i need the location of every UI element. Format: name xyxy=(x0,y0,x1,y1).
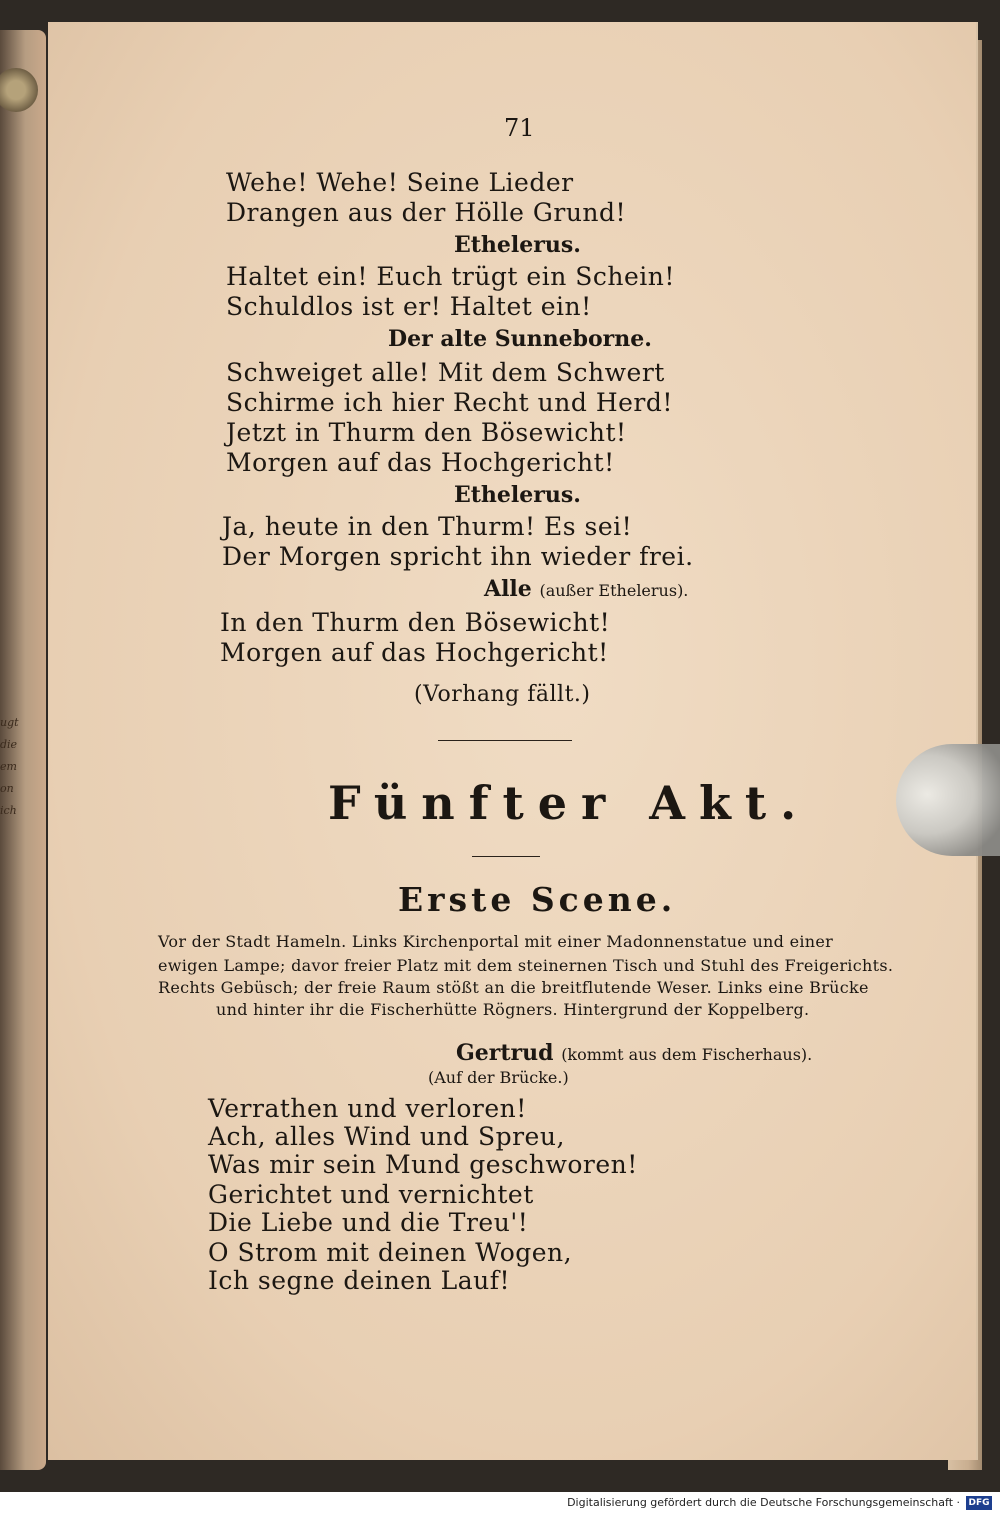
stage-direction-line: und hinter ihr die Fischerhütte Rögners. Hintergrund der Koppelberg. xyxy=(216,1000,810,1019)
title-divider xyxy=(472,856,540,857)
page-number: 71 xyxy=(504,114,535,142)
stage-direction-line: ewigen Lampe; davor freier Platz mit dem steinernen Tisch und Stuhl des Freigerichts. xyxy=(158,956,894,975)
verse-line: Verrathen und verloren! xyxy=(208,1094,527,1123)
speaker-direction: (kommt aus dem Fischerhaus). xyxy=(561,1045,813,1064)
left-fragment-line: ugt xyxy=(0,716,19,729)
speaker-name: Der alte Sunneborne. xyxy=(388,326,652,352)
left-fragment-line: ich xyxy=(0,804,17,817)
footer-bar xyxy=(0,1492,1000,1515)
stage-direction-line: Vor der Stadt Hameln. Links Kirchenportal mit einer Madonnenstatue und einer xyxy=(158,932,834,951)
speaker-name: Ethelerus. xyxy=(454,232,581,258)
verse-line: Schweiget alle! Mit dem Schwert xyxy=(226,358,665,387)
left-fragment-line: on xyxy=(0,782,14,795)
section-divider xyxy=(438,740,572,741)
verse-line: Jetzt in Thurm den Bösewicht! xyxy=(226,418,627,447)
verse-line: Haltet ein! Euch trügt ein Schein! xyxy=(226,262,675,291)
verse-line: Morgen auf das Hochgericht! xyxy=(220,638,609,667)
speaker-line xyxy=(484,576,688,602)
binding-ring xyxy=(0,68,38,112)
verse-line: O Strom mit deinen Wogen, xyxy=(208,1238,573,1267)
speaker-note: (Auf der Brücke.) xyxy=(428,1068,569,1087)
act-title: Fünfter Akt. xyxy=(328,776,811,830)
left-fragment-line: em xyxy=(0,760,17,773)
speaker-direction: (außer Ethelerus). xyxy=(539,581,689,600)
stage-curtain: (Vorhang fällt.) xyxy=(414,682,591,707)
verse-line: Ich segne deinen Lauf! xyxy=(208,1266,511,1295)
stage-direction-line: Rechts Gebüsch; der freie Raum stößt an die breitflutende Weser. Links eine Brücke xyxy=(158,978,869,997)
verse-line: Ja, heute in den Thurm! Es sei! xyxy=(222,512,633,541)
speaker-name: Ethelerus. xyxy=(454,482,581,508)
verse-line: Schuldlos ist er! Haltet ein! xyxy=(226,292,592,321)
verse-line: Was mir sein Mund geschworen! xyxy=(208,1150,638,1179)
speaker-name: Alle xyxy=(484,576,532,602)
verse-line: Wehe! Wehe! Seine Lieder xyxy=(226,168,574,197)
verse-line: In den Thurm den Bösewicht! xyxy=(220,608,611,637)
verse-line: Schirme ich hier Recht und Herd! xyxy=(226,388,673,417)
verse-line: Gerichtet und vernichtet xyxy=(208,1180,534,1209)
verse-line: Der Morgen spricht ihn wieder frei. xyxy=(222,542,694,571)
page-clip xyxy=(896,744,1000,856)
dfg-logo: DFG xyxy=(966,1496,992,1510)
verse-line: Drangen aus der Hölle Grund! xyxy=(226,198,627,227)
speaker-line xyxy=(456,1040,812,1066)
verse-line: Die Liebe und die Treu'! xyxy=(208,1208,529,1237)
speaker-name: Gertrud xyxy=(456,1040,554,1066)
left-fragment-line: die xyxy=(0,738,18,751)
verse-line: Morgen auf das Hochgericht! xyxy=(226,448,615,477)
verse-line: Ach, alles Wind und Spreu, xyxy=(208,1122,565,1151)
footer-credit: Digitalisierung gefördert durch die Deutsche Forschungsgemeinschaft · xyxy=(567,1496,960,1509)
scene-title: Erste Scene. xyxy=(398,880,677,919)
left-page-fragment xyxy=(0,712,19,822)
